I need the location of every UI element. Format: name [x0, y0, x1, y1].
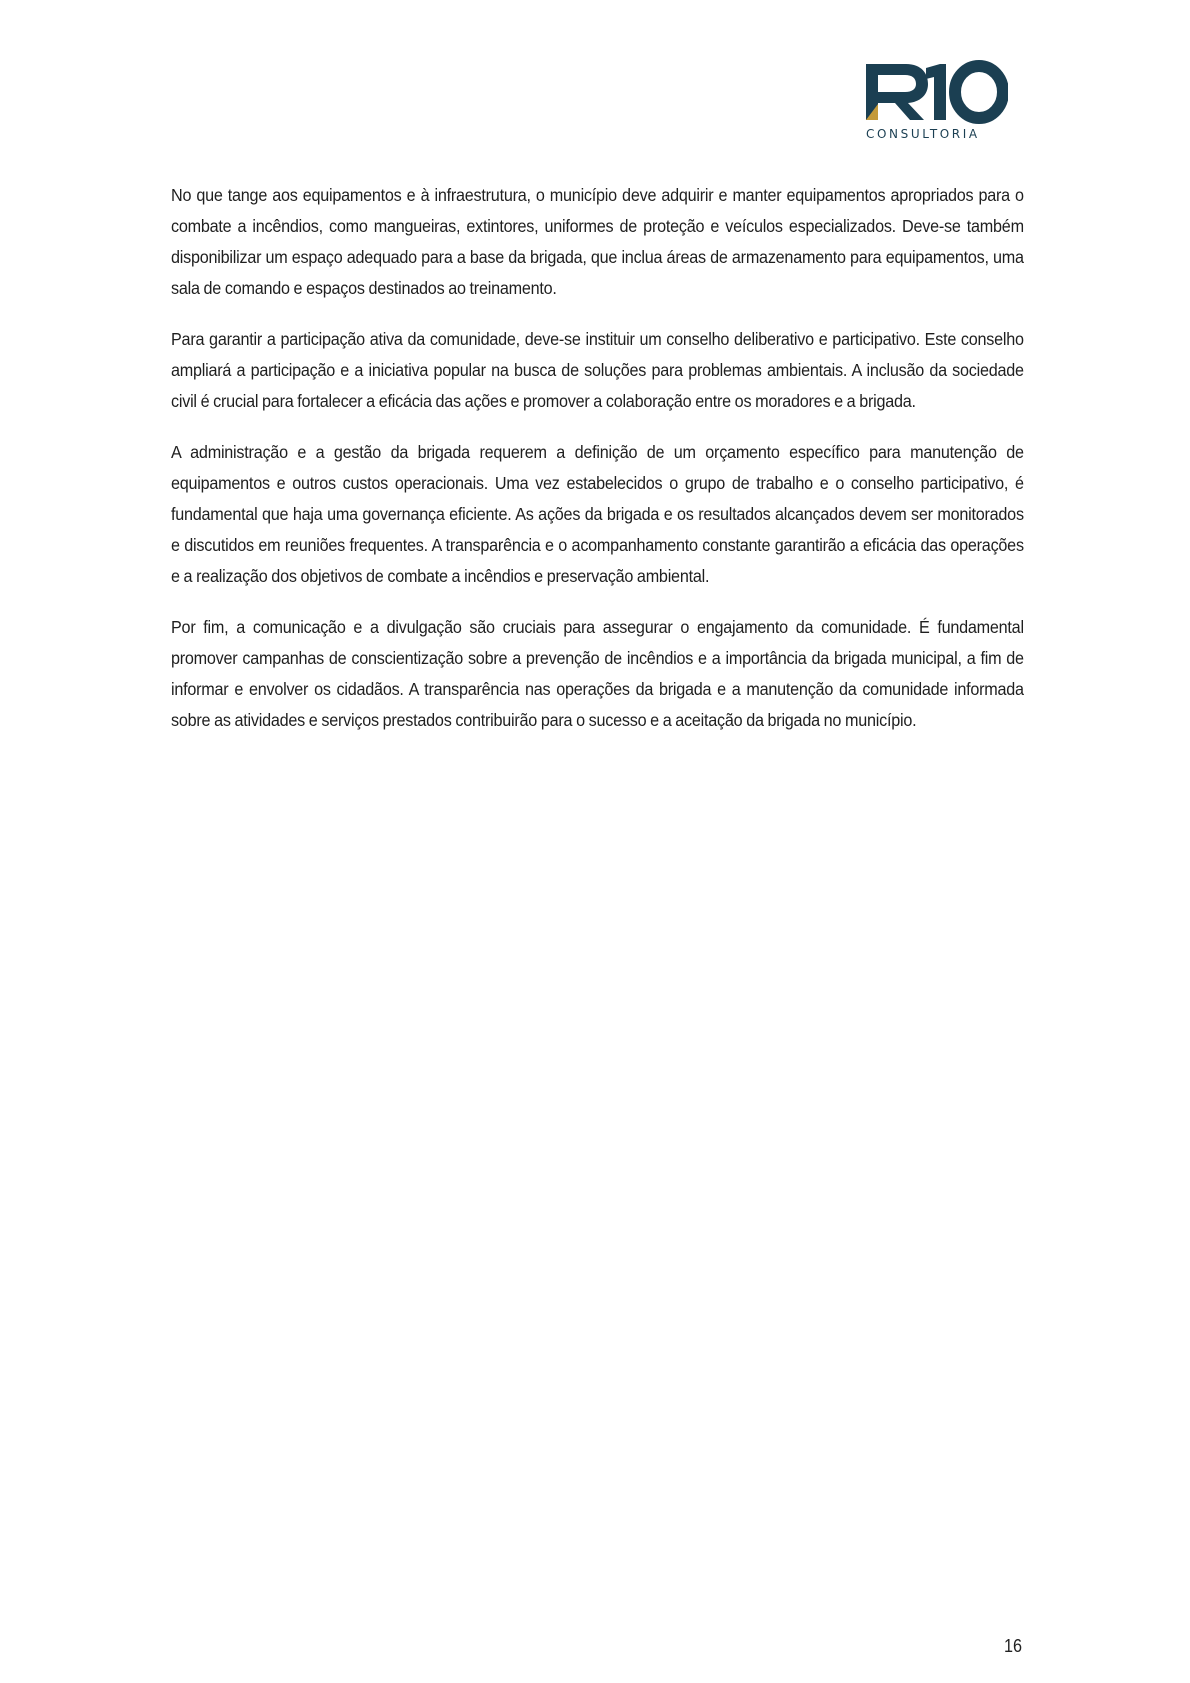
logo-subtitle: CONSULTORIA [866, 127, 980, 141]
paragraph-community: Para garantir a participação ativa da comunidade, deve-se instituir um conselho deliberativo e participativo. Este conselho ampliará a participação e a iniciativa popular na busca de soluções para problemas ambientais. A inclusão da sociedade civil é crucial para fortalecer a eficácia das ações e promover a colaboração entre os moradores e a brigada. [171, 329, 1024, 411]
r1o-logo-mark [862, 60, 1008, 126]
page-number: 16 [1004, 1636, 1023, 1656]
company-logo [862, 60, 1008, 146]
paragraph-administration: A administração e a gestão da brigada requerem a definição de um orçamento específico para manutenção de equipamentos e outros custos operacionais. Uma vez estabelecidos o grupo de trabalho e o conselho participativo, é fundamental que haja uma governança eficiente. As ações da brigada e os resultados alcançados devem ser monitorados e discutidos em reuniões frequentes. A transparência e o acompanhamento constante garantirão a eficácia das operações e a realização dos objetivos de combate a incêndios e preservação ambiental. [171, 442, 1024, 586]
paragraph-communication: Por fim, a comunicação e a divulgação são cruciais para assegurar o engajamento da comunidade. É fundamental promover campanhas de conscientização sobre a prevenção de incêndios e a importância da brigada municipal, a fim de informar e envolver os cidadãos. A transparência nas operações da brigada e a manutenção da comunidade informada sobre as atividades e serviços prestados contribuirão para o sucesso e a aceitação da brigada no município. [171, 617, 1024, 730]
paragraph-equipment: No que tange aos equipamentos e à infraestrutura, o município deve adquirir e manter equipamentos apropriados para o combate a incêndios, como mangueiras, extintores, uniformes de proteção e veículos especializados. Deve-se também disponibilizar um espaço adequado para a base da brigada, que inclua áreas de armazenamento para equipamentos, uma sala de comando e espaços destinados ao treinamento. [171, 185, 1024, 298]
document-body [171, 180, 1024, 756]
